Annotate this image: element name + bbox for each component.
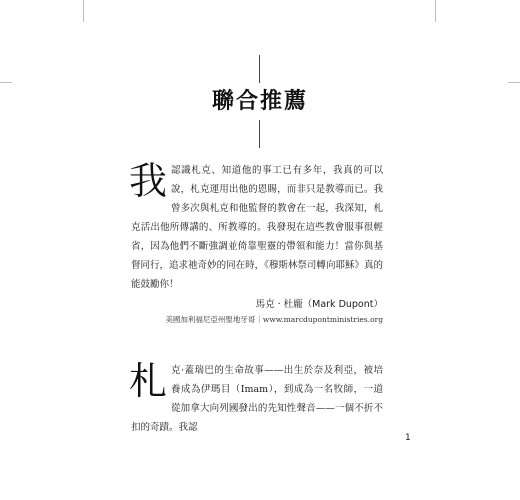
endorsement-paragraph <box>131 161 383 294</box>
crop-mark <box>83 0 84 22</box>
page-number: 1 <box>405 433 411 443</box>
heading-rule-bottom <box>259 120 260 148</box>
endorsement-text: 認識札克、知道他的事工已有多年，我真的可以說，札克運用出他的恩賜，而非只是教導而已。我曾多次與札克和他監督的教會在一起，我深知，札克活出他所傳講的、所教導的。我發現在這些教會服事很輕省，因為他們不斷強調並倚靠聖靈的帶領和能力！當你與基督同行，追求祂奇妙的同在時，《穆斯林祭司轉向耶穌》真的能鼓勵你！ <box>131 165 383 290</box>
page-heading: 聯合推薦 <box>211 89 308 114</box>
crop-mark <box>0 82 12 83</box>
crop-mark <box>508 82 520 83</box>
dropcap: 我 <box>129 159 168 203</box>
story-paragraph <box>131 361 383 437</box>
story-text: 克·蓋瑞巴的生命故事——出生於奈及利亞，被培養成為伊瑪目（Imam），到成為一名牧師，一道從加拿大向列國發出的先知性聲音——一個不折不扣的奇蹟。我認 <box>131 365 383 433</box>
endorser-affiliation: 美國加利福尼亞州聖地牙哥｜www.marcdupontministries.org <box>165 315 383 324</box>
endorser-name: 馬克 · 杜龐（Mark Dupont） <box>255 299 383 310</box>
heading-rule-top <box>259 55 260 83</box>
crop-mark <box>435 0 436 22</box>
dropcap: 札 <box>129 359 168 403</box>
